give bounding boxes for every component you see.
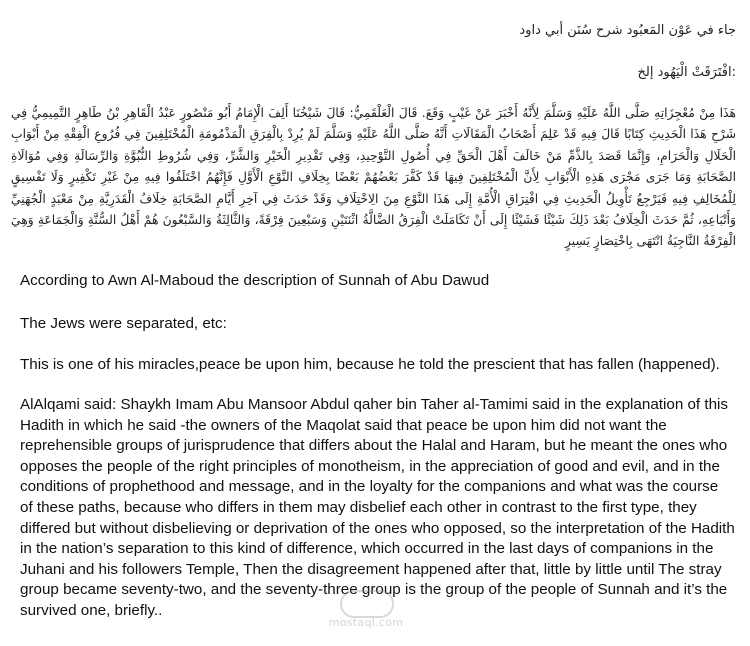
arabic-subtitle: :افْتَرَقَتْ الْيَهُود إلخ: [637, 65, 736, 80]
english-subtitle: The Jews were separated, etc:: [20, 315, 227, 332]
arabic-body-paragraph: هَذَا مِنْ مُعْجِزَاتِهِ صَلَّى اللَّهُ عَلَيْهِ وَسَلَّمَ لِأَنَّهُ أَخْبَرَ عَنْ غَيْبٍ وَقَعَ. قَالَ الْعَلْقَمِيُّ: قَالَ شَيْخُنَا أَلِفَ الْإِمَامُ أَبُو مَنْصُورٍ عَبْدُ الْقَاهِرِ بْنُ طَاهِرٍ التَّمِيمِيُّ فِي شَرْحِ هَذَا الْحَدِيثِ كِتَابًا قَالَ فِيهِ قَدْ عَلِمَ أَصْحَابُ الْمَقَالَاتِ أَنَّهُ صَلَّى اللَّهُ عَلَيْهِ وَسَلَّمَ لَمْ يُرِدْ بِالْفِرَقِ الْمَذْمُومَةِ الْمُخْتَلِفِينَ فِي فُرُوعِ الْفِقْهِ مِنْ أَبْوَابِ الْحَلَالِ وَالْحَرَامِ، وَإِنَّمَا قَصَدَ بِالذَّمِّ مَنْ خَالَفَ أَهْلَ الْحَقِّ فِي أُصُولِ التَّوْحِيدِ، وَفِي تَقْدِيرِ الْخَيْرِ وَالشَّرِّ، وَفِي شُرُوطِ النُّبُوَّةِ وَالرِّسَالَةِ وَفِي مُوَالَاةِ الصَّحَابَةِ وَمَا جَرَى مَجْرَى هَذِهِ الْأَبْوَابِ لِأَنَّ الْمُخْتَلِفِينَ فِيهَا قَدْ كَفَّرَ بَعْضُهُمْ بَعْضًا بِخِلَافِ النَّوْعِ الْأَوَّلِ فَإِنَّهُمُ اخْتَلَفُوا فِيهِ مِنْ غَيْرِ تَكْفِيرٍ وَلَا تَفْسِيقٍ لِلْمُخَالِفِ فِيهِ فَيَرْجِعُ تَأْوِيلُ الْحَدِيثِ فِي افْتِرَاقِ الْأُمَّةِ إِلَى هَذَا النَّوْعِ مِنَ الِاخْتِلَافِ وَقَدْ حَدَثَ فِي آخِرِ أَيَّامِ الصَّحَابَةِ خِلَافُ الْقَدَرِيَّةِ مِنْ مَعْبَدٍ الْجُهَنِيِّ وَأَتْبَاعِهِ، ثُمَّ حَدَثَ الْخِلَافُ بَعْدَ ذَلِكَ شَيْئًا فَشَيْئًا إِلَى أَنْ تَكَامَلَتْ الْفِرَقُ الضَّالَّةُ اثْنَتَيْنِ وَسَبْعِينَ فِرْقَةً، وَالثَّالِثَةُ وَالسَّبْعُونَ هُمْ أَهْلُ السُّنَّةِ وَالْجَمَاعَةِ وَهِيَ الْفِرْقَةُ النَّاجِيَةُ انْتَهَى بِاخْتِصَارٍ يَسِيرٍ: [11, 106, 736, 249]
english-title: According to Awn Al-Maboud the description of Sunnah of Abu Dawud: [20, 272, 490, 289]
arabic-title: جاء في عَوْن المَعبُود شرح سُنَن أبي داود: [519, 23, 736, 38]
english-intro-paragraph: This is one of his miracles,peace be upon him, because he told the prescient that has fallen (happened).: [20, 356, 720, 373]
english-body-paragraph: AlAlqami said: Shaykh Imam Abu Mansoor Abdul qaher bin Taher al-Tamimi said in the explanation of this Hadith in which he said -the owners of the Maqolat said that peace be upon him did not want the reprehensible groups of jurisprudence that differs about the Halal and Haram, but he meant the ones who opposes the people of the right principles of monotheism, in the appreciation of good and evil, and in the conditions of prophethood and message, and in the loyalty for the companions and what was the course of these paths, because who differs in them may disbelief each other in contrast to the first type, they differed but without disbelieving or deprivation of the ones who opposed, so the interpretation of the Hadith in the nation’s separation to this kind of difference, which occurred in the last days of companions in the Juhani and his followers Temple, Then the disagreement happened after that, little by little until The stray group became seventy-two, and the seventy-three group is the group of the people of Sunnah and it’s the survived one, briefly..: [20, 396, 735, 619]
watermark-text: mostaql.com: [328, 616, 404, 629]
